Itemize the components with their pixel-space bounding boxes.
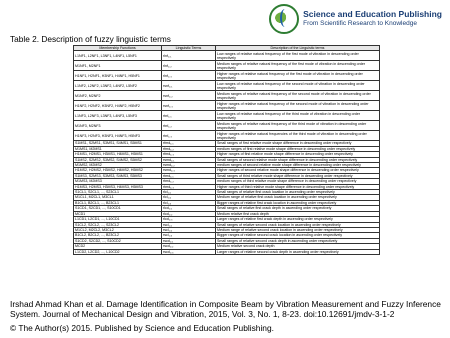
linguistic-term-cell: rlcl₁,₁ <box>162 190 216 195</box>
linguistic-term-cell: rlnf₁,₂ <box>162 61 216 71</box>
citation-text: Irshad Ahmad Khan et al. Damage Identification in Composite Beam by Vibration Measurement and Fuzzy Inference System. Journal of Mechanical Design and Vibration, 2015, Vol. 3, No. 1, 8-23. doi:10.12691/jmdv-3-1-2 <box>10 299 441 319</box>
description-cell: Small ranges of relative first crack location in ascending order respectively <box>216 190 380 195</box>
linguistic-term-cell: rlcd₁,₁ <box>162 206 216 211</box>
table-row <box>74 184 380 189</box>
linguistic-term-cell: rtnf₁,₁ <box>162 111 216 121</box>
fuzzy-terms-table <box>73 45 380 255</box>
linguistic-term-cell: rscl₁,₂ <box>162 227 216 232</box>
linguistic-term-cell: rlcd₁,₂ <box>162 211 216 216</box>
membership-function-cell: M1CL2, M2CL2, M3CL2 <box>74 227 162 232</box>
linguistic-term-cell: rtmd₁,₁ <box>162 173 216 178</box>
description-cell: Higher ranges of second relative mode shape difference in descending order respectively <box>216 168 380 173</box>
description-cell: Small ranges of second relative mode shape difference in descending order respectively <box>216 157 380 162</box>
linguistic-term-cell: rscd₁,₁ <box>162 238 216 243</box>
description-cell: Low ranges of relative natural frequency of the second mode of vibration in descending order respectively <box>216 81 380 91</box>
publisher-logo <box>269 4 442 34</box>
membership-function-cell: H1NF1, H2NF1, H3NF1, H4NF1, H5NF1 <box>74 71 162 81</box>
description-cell: Medium ranges of relative natural frequency of the third mode of vibration in descending order respectively <box>216 121 380 131</box>
membership-function-cell: S1MS1, S2MS1, S3MS1, S4MS1, S5MS1 <box>74 141 162 146</box>
membership-function-cell: L1NF3, L2NF3, L3NF3, L4NF3, L5NF3 <box>74 111 162 121</box>
linguistic-term-cell: rsnf₁,₂ <box>162 91 216 101</box>
linguistic-term-cell: rlcl₁,₂ <box>162 195 216 200</box>
membership-function-cell: H1NF3, H2NF3, H3NF3, H4NF3, H5NF3 <box>74 131 162 141</box>
membership-function-cell: B1CL2, B2CL2, ..., B23CL2 <box>74 233 162 238</box>
copyright-text: © The Author(s) 2015. Published by Science and Education Publishing. <box>10 323 274 333</box>
description-cell: Low ranges of relative natural frequency of the first mode of vibration in descending order respectively <box>216 51 380 61</box>
membership-function-cell: S1CL1, S2CL1, ..., S23CL1 <box>74 190 162 195</box>
linguistic-term-cell: rsmd₁,₃ <box>162 168 216 173</box>
table-row <box>74 173 380 178</box>
membership-function-cell: MCD2 <box>74 244 162 249</box>
membership-function-cell: MCD1 <box>74 211 162 216</box>
column-header: Description of the Linguistic terms <box>216 46 380 51</box>
table-row <box>74 61 380 71</box>
membership-function-cell: S1CD2, S2CD2, ..., S10CD2 <box>74 238 162 243</box>
membership-function-cell: S1MS3, S2MS3, S3MS3, S4MS3, S5MS3 <box>74 173 162 178</box>
description-cell: Small ranges of first relative mode shape difference in descending order respectively <box>216 141 380 146</box>
logo-title: Science and Education Publishing <box>303 9 442 19</box>
column-header: Linguistic Terms <box>162 46 216 51</box>
description-cell: Bigger ranges of relative second crack location in ascending order respectively <box>216 233 380 238</box>
linguistic-term-cell: rscl₁,₁ <box>162 222 216 227</box>
description-cell: Larger ranges of relative second crack depth in ascending order respectively <box>216 249 380 254</box>
description-cell: Higher ranges of relative natural frequency of the second mode of vibration in descending order respectively <box>216 101 380 111</box>
membership-function-cell: M1MS3, M2MS3 <box>74 179 162 184</box>
table-row <box>74 168 380 173</box>
membership-function-cell: M1NF3, M2NF3 <box>74 121 162 131</box>
description-cell: Small ranges of relative second crack depth in ascending order respectively <box>216 238 380 243</box>
logo-text <box>303 9 442 29</box>
linguistic-term-cell: rtmd₁,₂ <box>162 179 216 184</box>
linguistic-term-cell: rscl₁,₃ <box>162 233 216 238</box>
description-cell: Bigger ranges of relative first crack location in ascending order respectively <box>216 200 380 205</box>
membership-function-cell: H1MS3, H2MS3, H3MS3, H4MS3, H5MS3 <box>74 184 162 189</box>
description-cell: Medium range of relative second crack location in ascending order respectively <box>216 227 380 232</box>
linguistic-term-cell: rlcl₁,₃ <box>162 200 216 205</box>
description-cell: Larger ranges of relative first crack depth in ascending order respectively <box>216 217 380 222</box>
membership-function-cell: L1NF1, L2NF1, L3NF1, L4NF1, L5NF1 <box>74 51 162 61</box>
linguistic-term-cell: rfmd₁,₁ <box>162 141 216 146</box>
table-row <box>74 152 380 157</box>
membership-function-cell: H1NF2, H2NF2, H3NF2, H4NF2, H5NF2 <box>74 101 162 111</box>
membership-function-cell: L1CD2, L2CD2, ..., L10CD2 <box>74 249 162 254</box>
description-cell: medium ranges of first relative mode shape difference in descending order respectively <box>216 146 380 151</box>
table-row <box>74 111 380 121</box>
table-row <box>74 157 380 162</box>
logo-subtitle: From Scientific Research to Knowledge <box>303 20 417 27</box>
description-cell: Medium ranges of relative natural frequency of the second mode of vibration in descending order respectively <box>216 91 380 101</box>
linguistic-term-cell: rfmd₁,₂ <box>162 146 216 151</box>
description-cell: Medium ranges of relative natural frequency of the first mode of vibration in descending order respectively <box>216 61 380 71</box>
membership-function-cell: L1CD1, L2CD1, ..., L10CD1 <box>74 217 162 222</box>
table-row <box>74 51 380 61</box>
table-row <box>74 101 380 111</box>
description-cell: Medium relative first crack depth <box>216 211 380 216</box>
linguistic-term-cell: rtnf₁,₂ <box>162 121 216 131</box>
table-row <box>74 238 380 243</box>
table-row <box>74 249 380 254</box>
membership-function-cell: M1NF2, M2NF2 <box>74 91 162 101</box>
membership-function-cell: M1CL1, M2CL1, M3CL1 <box>74 195 162 200</box>
description-cell: Small ranges of relative first crack depth in ascending order respectively <box>216 206 380 211</box>
membership-function-cell: S1CL2, S2CL2, ..., S23CL2 <box>74 222 162 227</box>
membership-function-cell: S1CD1, S2CD1, ..., S10CD1 <box>74 206 162 211</box>
membership-function-cell: M1NF1, M2NF1 <box>74 61 162 71</box>
table-row <box>74 91 380 101</box>
membership-function-cell: M1MS1, M2MS1 <box>74 146 162 151</box>
description-cell: Medium relative second crack depth <box>216 244 380 249</box>
column-header: Membership Functions <box>74 46 162 51</box>
description-cell: medium ranges of third relative mode shape difference in descending order respectively <box>216 179 380 184</box>
description-cell: medium ranges of second relative mode shape difference in descending order respectively <box>216 163 380 168</box>
linguistic-term-cell: rsmd₁,₂ <box>162 163 216 168</box>
membership-function-cell: S1MS2, S2MS2, S3MS2, S4MS2, S5MS2 <box>74 157 162 162</box>
linguistic-term-cell: rlnf₁,₃ <box>162 71 216 81</box>
table-row <box>74 131 380 141</box>
linguistic-term-cell: rscd₁,₂ <box>162 244 216 249</box>
globe-icon <box>269 4 299 34</box>
description-cell: Higher ranges of first relative mode shape difference in descending order respectively <box>216 152 380 157</box>
table-row <box>74 141 380 146</box>
membership-function-cell: M1MS2, M2MS2 <box>74 163 162 168</box>
linguistic-term-cell: rsmd₁,₁ <box>162 157 216 162</box>
linguistic-term-cell: rlnf₁,₁ <box>162 51 216 61</box>
linguistic-term-cell: rfmd₁,₃ <box>162 152 216 157</box>
linguistic-term-cell: rtmd₁,₃ <box>162 184 216 189</box>
membership-function-cell: H1MS1, H2MS1, H3MS1, H4MS1, H5MS1 <box>74 152 162 157</box>
description-cell: Higher ranges of relative natural frequencies of the third mode of vibration in descending order respectively <box>216 131 380 141</box>
membership-function-cell: H1MS2, H2MS2, H3MS2, H4MS2, H5MS2 <box>74 168 162 173</box>
description-cell: Higher ranges of relative natural frequency of the first mode of vibration in descending order respectively <box>216 71 380 81</box>
description-cell: Small ranges of relative second crack location in ascending order respectively <box>216 222 380 227</box>
table-row <box>74 71 380 81</box>
membership-function-cell: B1CL1, B2CL1, ..., B23CL1 <box>74 200 162 205</box>
linguistic-term-cell: rscd₁,₃ <box>162 249 216 254</box>
membership-function-cell: L1NF2, L2NF2, L3NF2, L4NF2, L5NF2 <box>74 81 162 91</box>
linguistic-term-cell: rsnf₁,₁ <box>162 81 216 91</box>
description-cell: Medium range of relative first crack location in ascending order respectively <box>216 195 380 200</box>
linguistic-term-cell: rsnf₁,₃ <box>162 101 216 111</box>
description-cell: Low ranges of relative natural frequency of the third mode of vibration in descending order respectively <box>216 111 380 121</box>
linguistic-term-cell: rtnf₁,₃ <box>162 131 216 141</box>
description-cell: Small ranges of third relative mode shape difference in descending order respectively <box>216 173 380 178</box>
linguistic-term-cell: rlcd₁,₃ <box>162 217 216 222</box>
table-title: Table 2. Description of fuzzy linguistic terms <box>10 34 171 44</box>
description-cell: Higher ranges of third relative mode shape difference in descending order respectively <box>216 184 380 189</box>
table-row <box>74 121 380 131</box>
table-row <box>74 81 380 91</box>
